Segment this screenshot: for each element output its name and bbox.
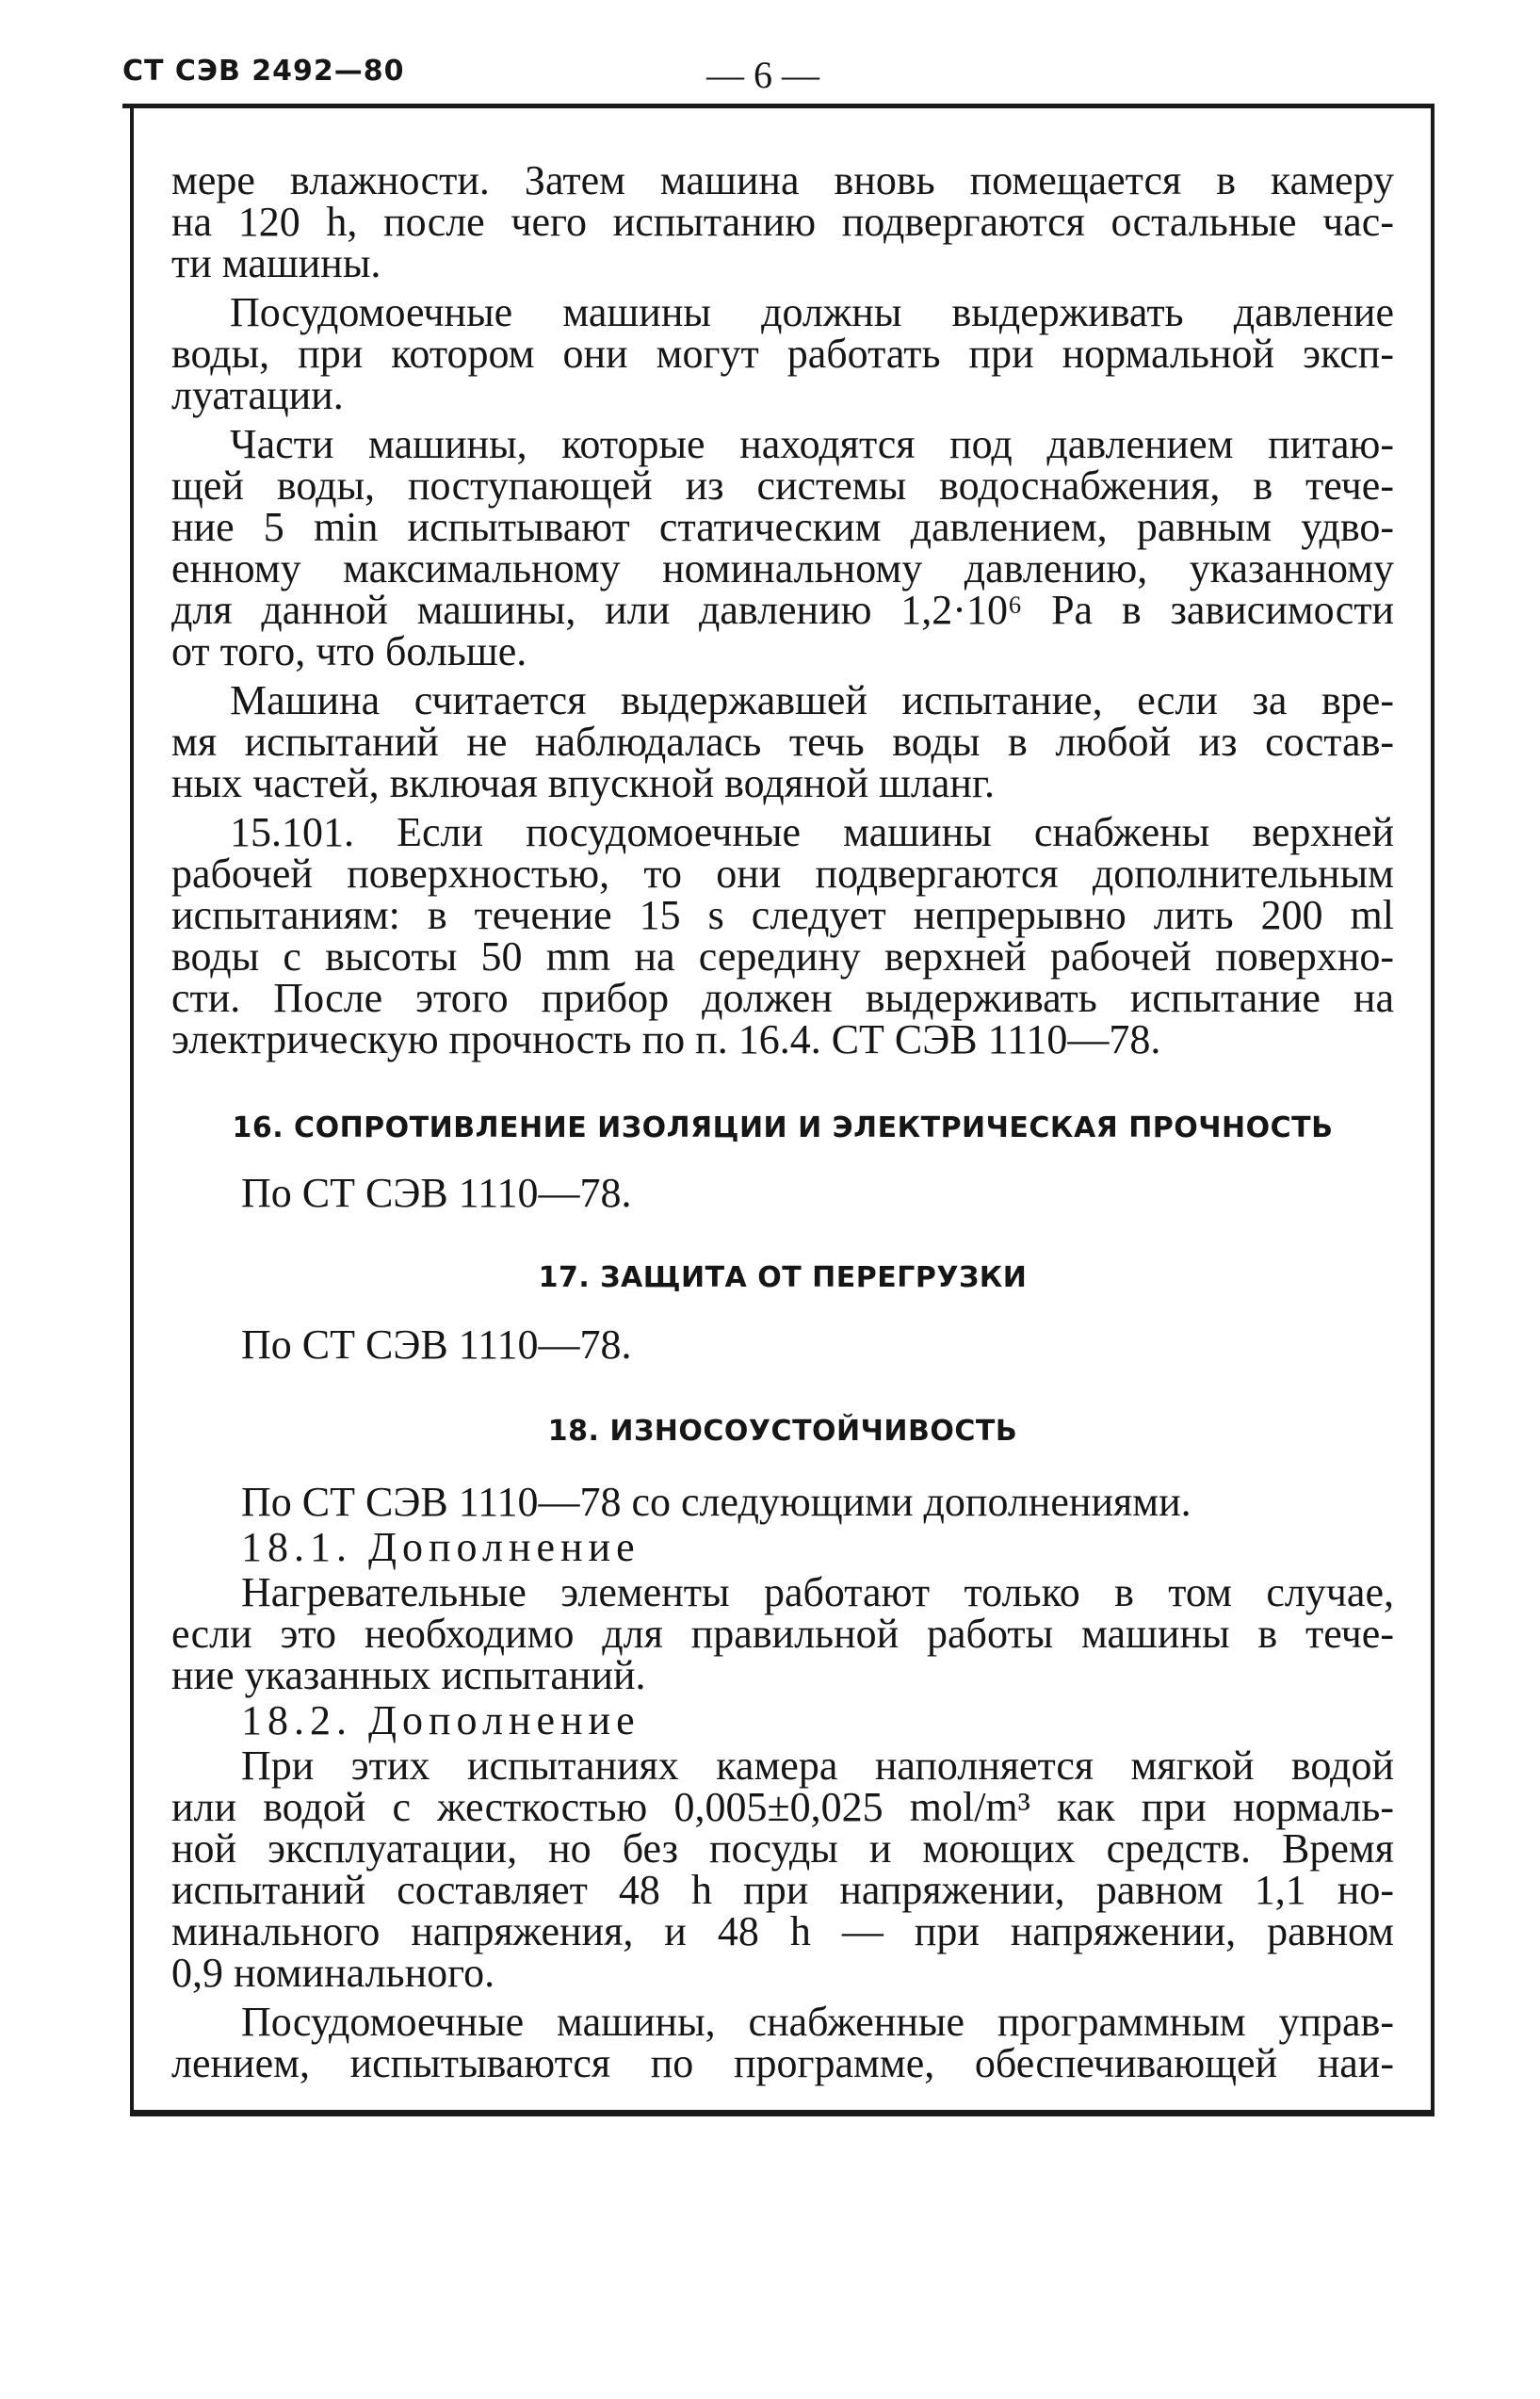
section-17-text: По СТ СЭВ 1110—78. (241, 1321, 632, 1368)
text-line: испытаниям: в течение 15 s следует непрерывно лить 200 ml (171, 892, 1394, 938)
text-line: если это необходимо для правильной работы машины в тече- (171, 1611, 1394, 1657)
text-line: лением, испытываются по программе, обеспечивающей наи- (171, 2040, 1394, 2086)
text-line: рабочей поверхностью, то они подвергаются дополнительным (171, 851, 1394, 897)
text-line: электрическую прочность по п. 16.4. СТ СЭВ 1110—78. (171, 1016, 1161, 1062)
paragraph-humidity (171, 157, 1394, 286)
text-line: При этих испытаниях камера наполняется мягкой водой (241, 1743, 1394, 1789)
text-line: или водой с жесткостью 0,005±0,025 mol/m³ как при нормаль- (171, 1784, 1394, 1830)
page-number: — 6 — (706, 54, 819, 96)
frame-bottom-rule (130, 2110, 1435, 2116)
standard-number: СТ СЭВ 2492—80 (122, 55, 405, 88)
text-line: воды, при котором они могут работать при нормальной эксп- (171, 331, 1394, 377)
text-line: енному максимальному номинальному давлению, указанному (171, 545, 1394, 592)
paragraph-program-control (171, 1999, 1394, 2086)
text-line: воды с высоты 50 mm на середину верхней рабочей поверхно- (171, 933, 1394, 980)
clause-18-2-text (171, 1745, 1394, 1994)
text-line: минального напряжения, и 48 h — при напряжении, равном (171, 1908, 1394, 1954)
text-line: ние 5 min испытывают статическим давлением, равным удво- (171, 504, 1394, 550)
text-line: Нагревательные элементы работают только в том случае, (241, 1569, 1394, 1615)
clause-18-1-text (171, 1569, 1394, 1698)
text-line: ние указанных испытаний. (171, 1652, 646, 1698)
paragraph-leak-test (171, 677, 1394, 806)
page-body (171, 157, 1394, 2086)
text-line: 0,9 номинального. (171, 1950, 495, 1996)
text-line: мере влажности. Затем машина вновь помещается в камеру (171, 157, 1394, 203)
clause-18-1-caption: 18.1. Дополнение (241, 1524, 640, 1570)
text-line: ной эксплуатации, но без посуды и моющих средств. Время (171, 1825, 1394, 1872)
frame-right-rule (1431, 104, 1435, 2115)
text-line: мя испытаний не наблюдалась течь воды в любой из состав- (171, 719, 1394, 765)
text-line: от того, что больше. (171, 628, 527, 674)
paragraph-water-pressure (171, 289, 1394, 418)
section-heading-16: 16. СОПРОТИВЛЕНИЕ ИЗОЛЯЦИИ И ЭЛЕКТРИЧЕСКАЯ ПРОЧНОСТЬ (232, 1111, 1334, 1144)
section-heading-17: 17. ЗАЩИТА ОТ ПЕРЕГРУЗКИ (538, 1261, 1028, 1294)
clause-15-101 (171, 809, 1394, 1062)
text-line: щей воды, поступающей из системы водоснабжения, в тече- (171, 462, 1394, 509)
text-line: Части машины, которые находятся под давлением питаю- (230, 421, 1394, 467)
section-18-text: По СТ СЭВ 1110—78 со следующими дополнениями. (241, 1479, 1191, 1525)
text-line: ных частей, включая впускной водяной шланг. (171, 760, 996, 806)
page-header (122, 55, 1432, 102)
text-line: Машина считается выдержавшей испытание, если за вре- (230, 677, 1394, 723)
text-line: Посудомоечные машины, снабженные программным управ- (241, 1999, 1394, 2045)
text-line: сти. После этого прибор должен выдерживать испытание на (171, 975, 1394, 1021)
text-line: на 120 h, после чего испытанию подвергаются остальные час- (171, 199, 1394, 245)
text-line: испытаний составляет 48 h при напряжении, равном 1,1 но- (171, 1867, 1394, 1913)
text-line: Посудомоечные машины должны выдерживать давление (230, 289, 1394, 335)
frame-top-rule (122, 104, 1434, 108)
clause-18-2-caption: 18.2. Дополнение (241, 1697, 640, 1743)
paragraph-static-pressure (171, 421, 1394, 674)
section-heading-18: 18. ИЗНОСОУСТОЙЧИВОСТЬ (547, 1415, 1018, 1448)
text-line: луатации. (171, 372, 344, 418)
section-16-text: По СТ СЭВ 1110—78. (241, 1170, 632, 1216)
text-line: 15.101. Если посудомоечные машины снабжены верхней (230, 809, 1394, 855)
text-line: для данной машины, или давлению 1,2·10⁶ Pa в зависимости (171, 587, 1394, 633)
text-line: ти машины. (171, 240, 381, 286)
frame-left-rule (130, 104, 134, 2115)
